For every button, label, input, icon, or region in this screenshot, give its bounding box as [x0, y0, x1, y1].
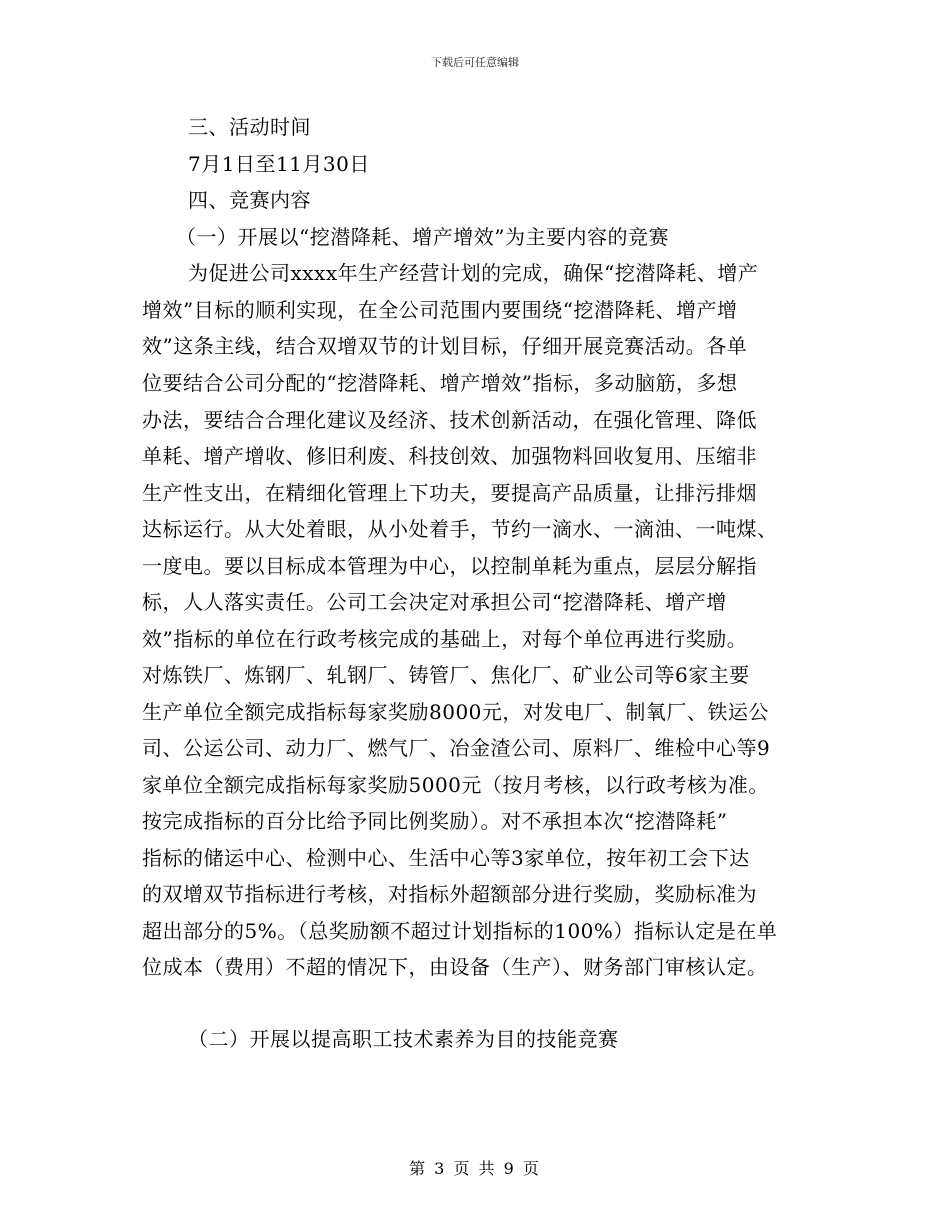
paragraph-line: 按完成指标的百分比给予同比例奖励）。对不承担本次“挖潜降耗”	[142, 809, 728, 833]
paragraph-line: 为促进公司xxxx年生产经营计划的完成，确保“挖潜降耗、增产	[188, 261, 759, 285]
section-heading-activity-time: 三、活动时间	[188, 115, 311, 139]
section-heading-competition-content: 四、竞赛内容	[188, 188, 311, 212]
paragraph-line: 位成本（费用）不超的情况下，由设备（生产）、财务部门审核认定。	[142, 955, 768, 979]
activity-dates: 7月1日至11月30日	[188, 152, 370, 176]
paragraph-line: 生产单位全额完成指标每家奖励8000元，对发电厂、制氧厂、铁运公	[142, 700, 769, 724]
subsection-heading-1: （一）开展以“挖潜降耗、增产增效”为主要内容的竞赛	[176, 225, 669, 249]
paragraph-line: 生产性支出，在精细化管理上下功夫，要提高产品质量，让排污排烟	[142, 481, 757, 505]
paragraph-line: 家单位全额完成指标每家奖励5000元（按月考核，以行政考核为准。	[142, 773, 769, 797]
subsection-heading-2: （二）开展以提高职工技术素养为目的技能竞赛	[188, 1027, 619, 1051]
paragraph-line: 增效”目标的顺利实现，在全公司范围内要围绕“挖潜降耗、增产增	[142, 298, 738, 322]
paragraph-line: 单耗、增产增收、修旧利废、科技创效、加强物料回收复用、压缩非	[142, 444, 757, 468]
paragraph-line: 效”指标的单位在行政考核完成的基础上，对每个单位再进行奖励。	[142, 627, 748, 651]
paragraph-line: 的双增双节指标进行考核，对指标外超额部分进行奖励，奖励标准为	[142, 882, 757, 906]
paragraph-line: 对炼铁厂、炼钢厂、轧钢厂、铸管厂、焦化厂、矿业公司等6家主要	[142, 663, 750, 687]
paragraph-line: 标，人人落实责任。公司工会决定对承担公司“挖潜降耗、增产增	[142, 590, 727, 614]
paragraph-line: 效”这条主线，结合双增双节的计划目标，仔细开展竞赛活动。各单	[142, 334, 748, 358]
paragraph-line: 办法，要结合合理化建议及经济、技术创新活动，在强化管理、降低	[142, 408, 757, 432]
paragraph-line: 达标运行。从大处着眼，从小处着手，节约一滴水、一滴油、一吨煤、	[142, 517, 778, 541]
paragraph-line: 超出部分的5%。（总奖励额不超过计划指标的100%）指标认定是在单	[142, 919, 778, 943]
page-header: 下载后可任意编辑	[431, 56, 519, 69]
page-footer: 第 3 页 共 9 页	[409, 1159, 541, 1178]
paragraph-line: 位要结合公司分配的“挖潜降耗、增产增效”指标，多动脑筋，多想	[142, 371, 738, 395]
paragraph-line: 指标的储运中心、检测中心、生活中心等3家单位，按年初工会下达	[142, 846, 750, 870]
paragraph-line: 一度电。要以目标成本管理为中心，以控制单耗为重点，层层分解指	[142, 554, 757, 578]
paragraph-line: 司、公运公司、动力厂、燃气厂、冶金渣公司、原料厂、维检中心等9	[142, 736, 771, 760]
